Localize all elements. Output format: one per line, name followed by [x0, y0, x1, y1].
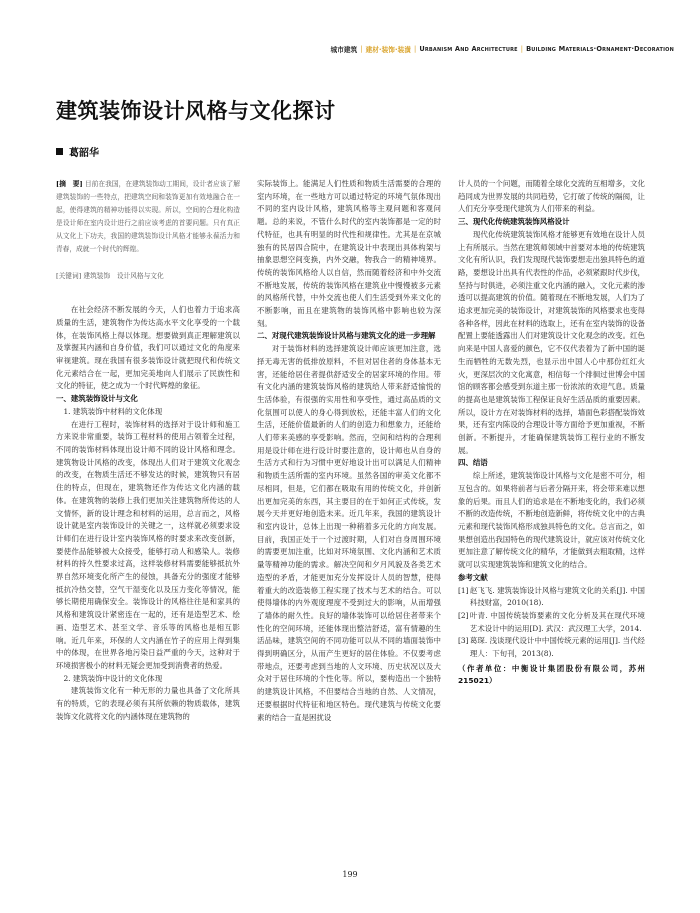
abstract-label: [摘 要]: [56, 180, 83, 188]
abstract-text: 目前在我国，在建筑装饰动工期间，设计者应该了解建筑装饰的一些特点，把建筑空间和装饰更加有效地融合在一起，使得建筑的精神功能得以实现。所以，空间的合理化构造是设计师在室内设计进行之前应该考虑的首要问题。只有真正从文化上下功夫，我国的建筑装饰设计风格才能够永葆活力和青春，成就一个时代的辉煌。: [56, 180, 240, 254]
running-header: [232, 41, 674, 57]
paragraph-1-2-start: 建筑装饰文化有一种无形的力量也具备了文化所具有的特质，它的表现必须有其所依赖的物质载体，建筑装饰文化就将文化的内涵体现在建筑物的: [56, 686, 240, 721]
reference-number: [3]: [458, 636, 469, 646]
paragraph-3-1: 现代化传统建筑装饰风格才能够更有效地在设计人员上有所展示。当然在建筑师领域中首要对本地的传统建筑文化有所认识，我们发现现代装饰要想走出独具特色的道路，要想设计出具有代表性的作品，必须紧跟时代步伐，坚持与时俱进，必须注重文化内涵的融入，文化元素的渗透可以提高建筑的价值。随着现在不断地发展，人们为了追求更加完美的装饰设计，对建筑装饰的风格要求也变得各种各样，因此在材料的选取上，还有在室内装饰的设备配置上要能透露出人们对建筑设计文化观念的改变。红色向来是中国人喜爱的颜色，它不仅代表着为了新中国的诞生而牺牲的无数先烈，也显示出中国人心中那份红红火火，更深层次的文化寓意，相信每一个徘徊过世博会中国馆的顾客都会感受到东道主那一份浓浓的欢迎气息。质量的提高也是建筑装饰工程保证良好生活品质的重要因素。所以，设计方在对装饰材料的选择，墙面色彩搭配装饰效果，还有室内陈设的合理设计等方面给予更加重视，不断创新。不断提升，才能确保建筑装饰工程行业的不断发展。: [458, 229, 645, 455]
section-heading-2: 二、对现代建筑装饰设计风格与建筑文化的进一步理解: [257, 331, 436, 341]
paragraph-4-1: 综上所述，建筑装饰设计风格与文化是密不可分，相互包含的。如果将前者与后者分隔开来，将会带来难以想象的后果。而且人们的追求是在不断地变化的，我们必须不断的改造传统，不断地创造新鲜，将传统文化中的古典元素和现代装饰风格形成独具特色的文化。总言而之，如果想创造出我国特色的现代建筑设计，就应该对传统文化更加注意了解传统文化的精华，才能做到去粗取精，这样就可以实现建筑装饰和建筑文化的结合。: [458, 471, 645, 570]
subsection-heading-1-1: 1. 建筑装饰中材料的文化体现: [63, 406, 163, 416]
header-divider: |: [520, 45, 524, 53]
header-divider: |: [413, 45, 417, 53]
paragraph-intro: 在社会经济不断发展的今天，人们也着力于追求高质量的生活，建筑物作为传达高水平文化享受的一个载体，在装饰风格上得以体现。想要做到真正理解建筑以及掌握其内涵和自身价值，我们可以通过文化的角度来审视建筑。现在我国有很多装饰设计就把现代和传统文化元素结合在一起，更加完美地向人们展示了民族性和文化的特征，使之成为一个时代辉煌的象征。: [56, 305, 240, 391]
square-bullet-icon: [56, 148, 63, 155]
author-affiliation: （作者单位：中衡设计集团股份有限公司，苏州215021）: [458, 663, 645, 686]
header-section: 城市建筑: [330, 46, 358, 54]
section-heading-3: 三、现代化传统建筑装饰风格设计: [458, 217, 570, 227]
abstract: [56, 178, 240, 257]
reference-item: [458, 635, 645, 660]
column-3: [458, 178, 645, 853]
header-english-2: Building Materials·Ornament·Decoration: [526, 45, 674, 53]
reference-text: 赵飞飞. 建筑装饰设计风格与建筑文化的关系[J]. 中国科技财富，2010(18).: [469, 585, 645, 608]
author-name: 葛韶华: [69, 148, 99, 159]
reference-text: 叶青. 中国传统装饰要素的文化分析及其在现代环境艺术设计中的运用[D]. 武汉：武汉理工大学，2014.: [469, 610, 645, 633]
reference-item: [458, 610, 645, 635]
keywords-label: [关键词]: [56, 271, 82, 280]
paragraph-1-1: 在进行工程时，装饰材料的选择对于设计师和施工方来说非常重要，装饰工程材料的使用占领着全过程，不同的装饰材料体现出设计师不同的设计风格和理念。建筑物设计风格的改变，体现出人们对于建筑文化观念的改变，在物质生活还不够发达的时候，建筑物只有居住的特点，但现在，建筑物还作为传达文化内涵的载体。在建筑物的装修上我们更加关注建筑物所传达的人文情怀，新的设计理念和材料的运用，总言而之，风格设计就是室内装饰设计的关键之一，这样就必须要求设计师们在进行设计室内装饰风格的时要求来改变创新，要使作品能够被大众接受，能够打动人和感染人。装修材料的持久性要求过高，这样装修材料需要能够抵抗外界自然环境变化所产生的侵蚀，具备充分的强度才能够抵抗冷热交替，空气干湿变化以及压力变化等情况，能够长期使用确保安全。装饰设计的风格往往是和家具的风格和建筑设计紧密连在一起的，还有是造型艺术、绘画、造型艺术、甚至文学、音乐等的风格也是相互影响。近几年来，环保的人文内涵在竹子的应用上得到集中的体现，在世界各地污染日益严重的今天，这种对于环境损害极小的材料无疑会更加受到消费者的热爱。: [56, 419, 240, 670]
reference-text: 葛琛. 浅谈现代设计中中国传统元素的运用[J]. 当代经理人：下旬刊，2013(8).: [469, 636, 645, 659]
section-heading-4: 四、结语: [458, 458, 488, 468]
subsection-heading-1-2: 2. 建筑装饰中设计的文化体现: [63, 673, 163, 683]
page-number: 199: [342, 870, 358, 879]
section-heading-1: 一、建筑装饰设计与文化: [56, 394, 138, 404]
paragraph-1-2-cont: 实际装饰上。能满足人们性质和物质生活需要的合理的室内环境，在一些地方可以通过特定的环境气氛体现出不同的室内设计风格，建筑风格等主观问题和客观问题。总的来说，不管什么时代的室内装饰都是一定的时代特征，也具有明显的时代性和规律性。尤其是在京城独有的民居四合院中，在建筑设计中表现出具体构架与抽象思想空间变换，内外交融，物我合一的精神境界。传统的装饰风格给人以自信，然而随着经济和中外交流不断地发展，传统的装饰风格在建筑业中慢慢被多元素的风格所代替，中外交流也使人们生活受到外来文化的不断影响，而且在建筑物的装饰风格中影响也较为深刻。: [257, 179, 441, 328]
references-heading: 参考文献: [458, 572, 488, 582]
reference-item: [458, 585, 645, 610]
header-english-1: Urbanism And Architecture: [419, 45, 518, 53]
reference-number: [2]: [458, 610, 469, 620]
author-line: [56, 144, 99, 159]
reference-number: [1]: [458, 585, 469, 595]
article-title: 建筑装饰设计风格与文化探讨: [56, 99, 336, 123]
header-column: 建材·装饰·装潢: [365, 46, 411, 54]
column-2: [257, 178, 441, 853]
paragraph-2-1-cont: 计人员的一个问题，而随着全球化交流的互相增多，文化趋同成为世界发展的共同趋势，它打破了传统的隔阂，让人们充分享受现代建筑为人们带来的利益。: [458, 179, 645, 214]
header-divider: |: [360, 45, 363, 53]
paragraph-2-1: 对于装饰材料的选择建筑设计师应该更加注意，选择无毒无害的低排放原料，不但对居住者的身体基本无害，还能给居住者提供舒适安全的居家环境的作用。带有文化内涵的建筑装饰风格的建筑给人带来舒适愉悦的生活体验，有很强的实用性和享受性，通过高品质的文化氛围可以使人的身心得到放松，还能丰富人们的文化生活，还能价值最新的人们的创造力和想象力，还能给人们带来美感的享受影响。然而，空间和结构的合理利用是设计师在进行设计时要注意的，设计师也从自身的生活方式和行为习惯中更好地设计出可以满足人们精神和物质生活所需的室内环境。虽然各国的审美文化都不尽相同，但是，它们都在吸取有用的传统文化，并创新出更加完美的东西，其主要目的在于如何正式传统，发展今天并更好地创造未来。近几年来，我国的建筑设计和室内设计，总体上出现一种稍着多元化的方向发展。目前，我国正处于一个过渡时期，人们对自身周围环境的需要更加注重，比如对环境氛围、文化内涵和艺术质量等精神功能的需求。解决空间和夕月风貌及各类艺术造型的矛盾，才能更加充分发挥设计人员的智慧，使得着重大的改造装修工程实现了技术与艺术的结合。可以使得墙体的内外观度理度不受到过大的影响，从而增强了墙体的耐久性。良好的墙体装饰可以给居住者带来个性化的空间环境，还能体现出整洁舒适，富有情趣的生活品味，建筑空间的不同功能可以从不同的墙面装饰中得到明确区分，从而产生更好的居住体验。不仅要考虑带地点，还要考虑到当地的人文环境、历史状况以及大众对于居住环境的个性化等。所以，要构造出一个独特的建筑设计风格，不但要结合当地的自然、人文情况，还要根据时代特征和地区特色。现代建筑与传统文化要素的结合一直是困扰设: [257, 344, 441, 722]
column-1: [56, 178, 240, 853]
keywords: [56, 270, 240, 283]
keywords-text: 建筑装饰 设计风格与文化: [83, 271, 164, 280]
